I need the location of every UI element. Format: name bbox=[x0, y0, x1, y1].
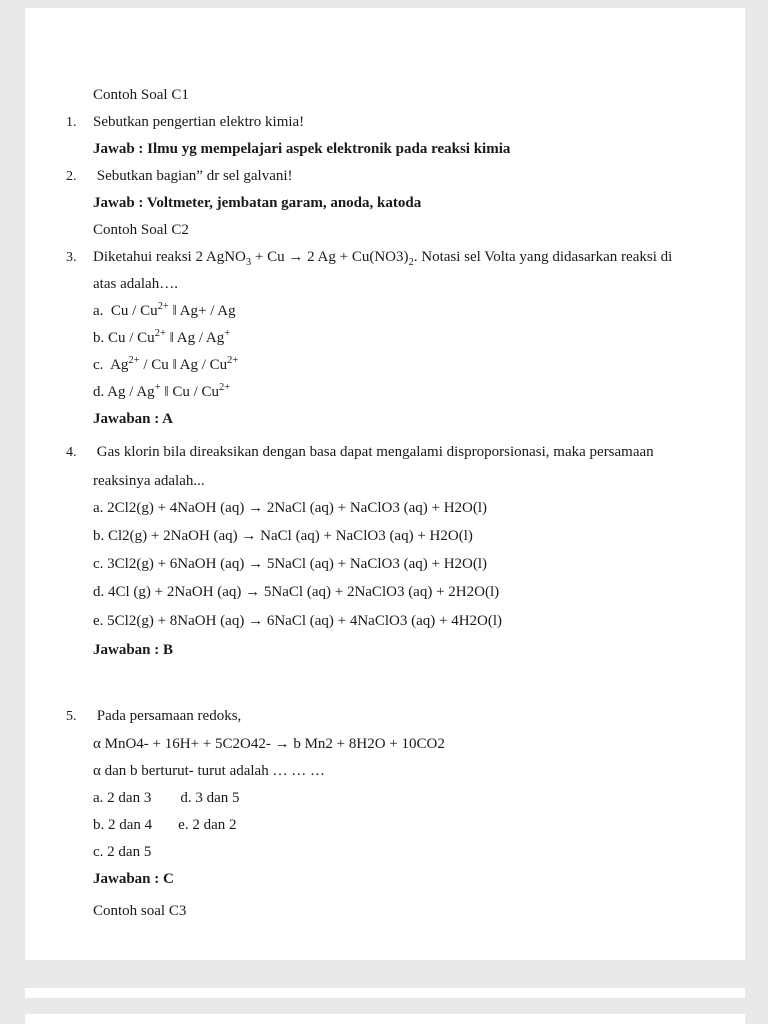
document-line bbox=[25, 82, 745, 109]
document-line bbox=[25, 439, 745, 466]
line-text: c. 2 dan 5 bbox=[93, 844, 152, 860]
line-text: d. Ag / Ag+ ‖ Cu / $Cu^{2+}$ bbox=[93, 382, 231, 400]
document-line bbox=[25, 468, 745, 495]
document-line bbox=[25, 379, 745, 406]
line-text: Gas klorin bila direaksikan dengan basa dapat mengalami disproporsionasi, maka persamaan bbox=[93, 444, 654, 460]
document-body bbox=[25, 8, 745, 925]
item-number: 2. bbox=[66, 169, 77, 184]
document-line bbox=[25, 495, 745, 522]
document-line bbox=[25, 839, 745, 866]
line-text: atas adalah…. bbox=[93, 276, 178, 292]
line-text: b. Cu / $Cu^{2+}$ ‖ Ag / Ag+ bbox=[93, 328, 231, 346]
line-text: Contoh Soal C2 bbox=[93, 222, 189, 238]
item-number: 4. bbox=[66, 445, 77, 460]
line-text: c. 3Cl2(g) + 6NaOH (aq) → 5NaCl (aq) + NaClO3 (aq) + H2O(l) bbox=[93, 556, 488, 572]
document-line bbox=[25, 812, 745, 839]
line-text: b. Cl2(g) + 2NaOH (aq) → NaCl (aq) + NaClO3 (aq) + H2O(l) bbox=[93, 528, 473, 544]
item-number: 1. bbox=[66, 115, 77, 130]
line-text: d. 4Cl (g) + 2NaOH (aq) → 5NaCl (aq) + 2NaClO3 (aq) + 2H2O(l) bbox=[93, 584, 500, 600]
document-line bbox=[25, 136, 745, 163]
document-line bbox=[25, 703, 745, 730]
line-text: b. 2 dan 4 e. 2 dan 2 bbox=[93, 817, 237, 833]
document-line bbox=[25, 758, 745, 785]
line-text: Sebutkan bagian” dr sel galvani! bbox=[93, 168, 293, 184]
line-text: Diketahui reaksi 2 AgNO$_3$ + Cu → 2 $Ag + Cu(NO3)_2$. Notasi sel Volta yang didasarkan reaksi di bbox=[93, 249, 673, 268]
line-text: Contoh Soal C1 bbox=[93, 87, 189, 103]
line-text: Jawaban : A bbox=[93, 411, 174, 427]
line-text: Jawab : Voltmeter, jembatan garam, anoda, katoda bbox=[93, 195, 422, 211]
line-text: c. $Ag^{2+}$ / Cu ‖ Ag / $Cu^{2+}$ bbox=[93, 355, 239, 373]
document-page bbox=[25, 8, 745, 960]
line-text: e. 5Cl2(g) + 8NaOH (aq) → 6NaCl (aq) + 4NaClO3 (aq) + 4H2O(l) bbox=[93, 613, 503, 629]
item-number: 3. bbox=[66, 250, 77, 265]
line-text: reaksinya adalah... bbox=[93, 473, 205, 489]
line-text: Jawaban : B bbox=[93, 642, 174, 658]
document-line bbox=[25, 217, 745, 244]
document-line bbox=[25, 898, 745, 925]
document-line bbox=[25, 325, 745, 352]
document-line bbox=[25, 785, 745, 812]
document-line bbox=[25, 298, 745, 325]
line-text: Jawaban : C bbox=[93, 871, 174, 887]
item-number: 5. bbox=[66, 709, 77, 724]
document-line bbox=[25, 551, 745, 578]
document-line bbox=[25, 731, 745, 758]
line-text: a. 2 dan 3 d. 3 dan 5 bbox=[93, 790, 240, 806]
next-page-edge bbox=[25, 988, 745, 998]
document-line bbox=[25, 109, 745, 136]
document-line bbox=[25, 579, 745, 606]
line-text: α dan b berturut- turut adalah … … … bbox=[93, 763, 325, 779]
document-line bbox=[25, 637, 745, 664]
document-line bbox=[25, 244, 745, 271]
line-text: a. 2Cl2(g) + 4NaOH (aq) → 2NaCl (aq) + NaClO3 (aq) + H2O(l) bbox=[93, 500, 488, 516]
document-line bbox=[25, 608, 745, 635]
document-line bbox=[25, 866, 745, 893]
line-text: Jawab : Ilmu yg mempelajari aspek elektronik pada reaksi kimia bbox=[93, 141, 511, 157]
document-line bbox=[25, 406, 745, 433]
document-line bbox=[25, 523, 745, 550]
document-line bbox=[25, 271, 745, 298]
line-text: Sebutkan pengertian elektro kimia! bbox=[93, 114, 305, 130]
document-line bbox=[25, 163, 745, 190]
line-text: Pada persamaan redoks, bbox=[93, 708, 242, 724]
document-line bbox=[25, 352, 745, 379]
line-text: α MnO4- + 16H+ + 5C2O42- → b Mn2 + 8H2O + 10CO2 bbox=[93, 736, 445, 752]
next-page-edge bbox=[25, 1014, 745, 1024]
document-line bbox=[25, 190, 745, 217]
line-text: a. Cu / $Cu^{2+}$ ‖ Ag+ / Ag bbox=[93, 301, 236, 319]
line-text: Contoh soal C3 bbox=[93, 903, 187, 919]
